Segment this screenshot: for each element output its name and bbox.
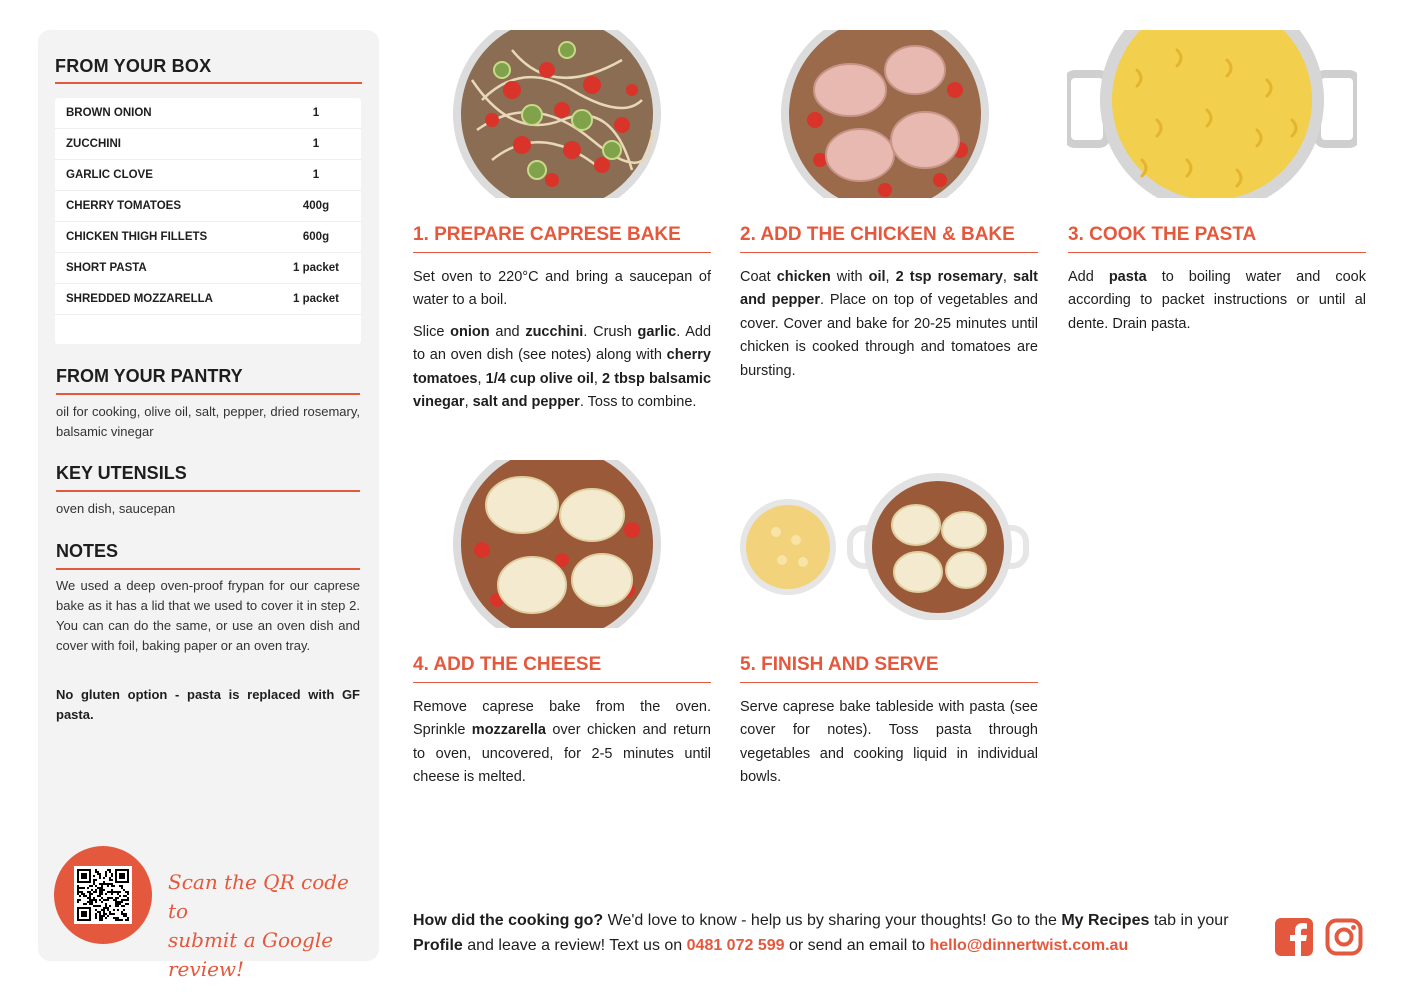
step-text-bold: 2 tbsp balsamic vinegar: [413, 370, 712, 411]
step-text: Remove caprese bake from the oven. Sprinkle: [413, 699, 711, 739]
step-text: . Add to an oven dish (see notes) along with: [413, 323, 712, 364]
ingredient-name: CHICKEN THIGH FILLETS: [66, 231, 208, 243]
step-text: . Toss to combine.: [579, 394, 697, 411]
ingredient-qty: 1: [312, 107, 320, 119]
qr-code[interactable]: [74, 866, 132, 924]
footer-profile: Profile: [413, 937, 463, 954]
step-text: Slice: [413, 323, 451, 340]
step-1-photo: [452, 30, 662, 198]
step-text-bold: salt and pepper: [740, 269, 1039, 309]
ingredient-qty: 400g: [302, 200, 330, 212]
qr-badge: [54, 846, 152, 944]
step-5-body: [740, 696, 1038, 798]
qr-code-pattern: [77, 869, 129, 921]
footer-text-3: and leave a review! Text us on: [462, 937, 687, 954]
notes-text: We used a deep oven-proof frypan for our caprese bake as it has a lid that we used to cover it in step 2. You can can do the same, or use an oven dish and cover with foil, baking paper or an oven tray.: [56, 578, 360, 653]
step-text-bold: 2 tsp rosemary: [895, 269, 1003, 285]
step-text-bold: salt and pepper: [472, 394, 580, 411]
step-text: Serve caprese bake tableside with pasta (see cover for notes). Toss pasta through vegetables and cooking liquid in individual bowls.: [740, 699, 1038, 786]
step-5-photo: [738, 470, 1030, 620]
step-1-title: 1. PREPARE CAPRESE BAKE: [413, 224, 711, 253]
ingredient-name: ZUCCHINI: [66, 138, 121, 150]
qr-caption: [168, 868, 368, 984]
step-text-bold: oil: [868, 269, 886, 285]
footer-text-4: or send an email to: [784, 937, 930, 954]
facebook-icon[interactable]: [1275, 918, 1313, 956]
step-3-title: 3. COOK THE PASTA: [1068, 224, 1366, 253]
sidebar: [38, 30, 379, 981]
step-5-title: 5. FINISH AND SERVE: [740, 654, 1038, 683]
step-2-title: 2. ADD THE CHICKEN & BAKE: [740, 224, 1038, 253]
step-paragraph: [413, 266, 711, 313]
instagram-icon[interactable]: [1325, 918, 1363, 956]
step-text: Set oven to 220°C and bring a saucepan of water to a boil.: [413, 269, 711, 309]
step-text-bold: garlic: [637, 323, 677, 340]
footer-phone-link[interactable]: 0481 072 599: [686, 937, 785, 954]
step-paragraph: [413, 696, 711, 790]
qr-caption-line1: Scan the QR code to: [168, 870, 349, 923]
ingredient-row: [55, 160, 361, 191]
ingredient-qty: 1 packet: [292, 293, 340, 305]
ingredients-table: [55, 98, 361, 344]
step-text: ,: [464, 394, 473, 411]
ingredient-name: SHREDDED MOZZARELLA: [66, 293, 213, 305]
step-text: ,: [477, 370, 486, 387]
pantry-text: oil for cooking, olive oil, salt, pepper, dried rosemary, balsamic vinegar: [56, 404, 360, 439]
notes-title: NOTES: [56, 541, 360, 570]
step-text-bold: onion: [450, 323, 490, 340]
step-paragraph: [740, 266, 1038, 383]
step-4-body: [413, 696, 711, 798]
ingredient-row: [55, 284, 361, 315]
step-text-bold: pasta: [1108, 269, 1147, 285]
step-text: with: [830, 269, 869, 285]
step-text-bold: cherry tomatoes: [413, 347, 711, 387]
step-text: ,: [885, 269, 896, 285]
ingredient-name: GARLIC CLOVE: [66, 169, 153, 181]
footer-question: How did the cooking go?: [413, 912, 604, 929]
step-text: ,: [1002, 269, 1014, 285]
pantry-title: FROM YOUR PANTRY: [56, 366, 360, 395]
footer-text-1: We'd love to know - help us by sharing your thoughts! Go to the: [603, 912, 1062, 929]
step-2-photo: [780, 30, 990, 198]
step-4-title: 4. ADD THE CHEESE: [413, 654, 711, 683]
ingredient-qty: 1: [312, 169, 320, 181]
step-paragraph: [740, 696, 1038, 790]
step-text: Coat: [740, 269, 777, 285]
step-4-photo: [452, 460, 662, 628]
footer-email-link[interactable]: hello@dinnertwist.com.au: [929, 937, 1129, 954]
step-paragraph: [1068, 266, 1366, 336]
footer-text-2: tab in your: [1149, 912, 1229, 929]
review-footer: [413, 908, 1263, 958]
from-your-box-title: FROM YOUR BOX: [55, 56, 362, 84]
utensils-text: oven dish, saucepan: [56, 501, 176, 516]
ingredient-name: SHORT PASTA: [66, 262, 147, 274]
step-text: ,: [593, 370, 603, 387]
ingredient-qty: 1 packet: [292, 262, 340, 274]
qr-caption-line2: submit a Google review!: [168, 928, 334, 981]
ingredient-qty: 600g: [302, 231, 330, 243]
ingredient-name: CHERRY TOMATOES: [66, 200, 182, 212]
step-text-bold: 1/4 cup olive oil: [485, 370, 594, 387]
ingredient-qty: 1: [312, 138, 320, 150]
ingredient-row: [55, 253, 361, 284]
step-text: . Crush: [583, 323, 638, 340]
ingredient-row: [55, 222, 361, 253]
step-text: and: [489, 323, 526, 340]
step-text: . Place on top of vegetables and cover. Cover and bake for 20-25 minutes until chicken is cooked through and tomatoes are bursting.: [740, 292, 1038, 379]
step-paragraph: [413, 321, 711, 415]
step-text-bold: chicken: [776, 269, 831, 285]
ingredient-row: [55, 191, 361, 222]
ingredient-row: [55, 98, 361, 129]
utensils-title: KEY UTENSILS: [56, 463, 360, 492]
step-text-bold: zucchini: [525, 323, 584, 340]
step-text: Add: [1068, 269, 1109, 285]
step-text-bold: mozzarella: [471, 722, 546, 739]
step-text: to boiling water and cook according to packet instructions or until al dente. Drain pasta.: [1068, 269, 1366, 332]
ingredient-name: BROWN ONION: [66, 107, 152, 119]
footer-my-recipes: My Recipes: [1061, 912, 1150, 929]
step-3-body: [1068, 266, 1366, 344]
step-3-photo: [1067, 30, 1357, 198]
step-text: over chicken and return to oven, uncovered, for 2-5 minutes until cheese is melted.: [413, 722, 711, 786]
step-1-body: [413, 266, 711, 422]
step-2-body: [740, 266, 1038, 391]
notes-gluten-option: No gluten option - pasta is replaced with GF pasta.: [56, 687, 360, 722]
ingredient-row: [55, 129, 361, 160]
